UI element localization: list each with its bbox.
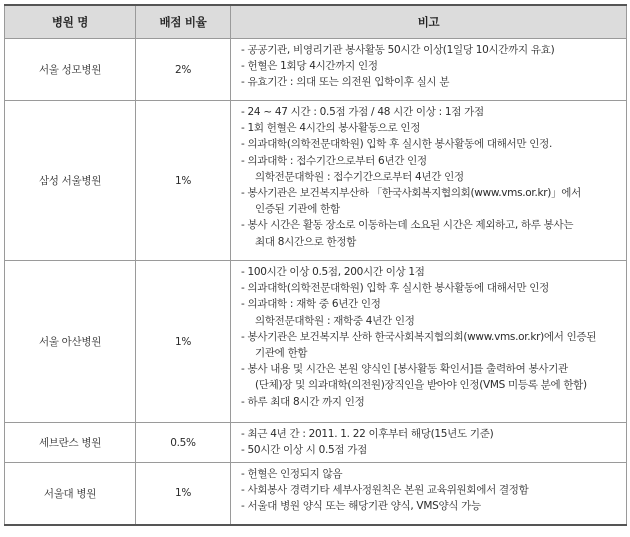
note-line: - 하루 최대 8시간 까지 인정 bbox=[241, 395, 365, 408]
table-row bbox=[5, 463, 627, 525]
note-line: - 의과대학 : 접수기간으로부터 6년간 인정 bbox=[241, 154, 427, 167]
header-note: 비고 bbox=[231, 5, 627, 39]
note-line: 의학전문대학원 : 접수기간으로부터 4년간 인정 bbox=[255, 170, 464, 183]
header-ratio: 배점 비율 bbox=[136, 5, 231, 39]
score-ratio: 0.5% bbox=[136, 423, 231, 463]
note-line: - 사회봉사 경력기타 세부사정원칙은 본원 교육위원회에서 결정함 bbox=[241, 484, 529, 497]
volunteer-score-table bbox=[4, 4, 627, 526]
note-line: - 봉사 내용 및 시간은 본원 양식인 [봉사활동 확인서]를 출력하여 봉사기관 bbox=[241, 363, 568, 376]
hospital-name: 서울 성모병원 bbox=[5, 39, 136, 101]
note-line: - 유효기간 : 의대 또는 의전원 입학이후 실시 분 bbox=[241, 76, 450, 89]
note-line: - 100시간 이상 0.5점, 200시간 이상 1점 bbox=[241, 266, 425, 278]
note-cell bbox=[231, 39, 627, 101]
score-ratio: 2% bbox=[136, 39, 231, 101]
hospital-name: 세브란스 병원 bbox=[5, 423, 136, 463]
hospital-name: 서울대 병원 bbox=[5, 463, 136, 525]
note-line: - 24 ~ 47 시간 : 0.5점 가점 / 48 시간 이상 : 1점 가점 bbox=[241, 106, 484, 118]
table-row bbox=[5, 39, 627, 101]
note-line: 기관에 한함 bbox=[255, 347, 308, 360]
note-line: - 의과대학(의학전문대학원) 입학 후 실시한 봉사활동에 대해서만 인정. bbox=[241, 138, 552, 151]
note-cell bbox=[231, 423, 627, 463]
note-line: - 봉사 시간은 활동 장소로 이동하는데 소요된 시간은 제외하고, 하루 봉사는 bbox=[241, 219, 574, 232]
table-row bbox=[5, 261, 627, 423]
header-hospital: 병원 명 bbox=[5, 5, 136, 39]
note-line: - 의과대학(의학전문대학원) 입학 후 실시한 봉사활동에 대해서만 인정 bbox=[241, 282, 549, 295]
score-ratio: 1% bbox=[136, 463, 231, 525]
note-line: 인증된 기관에 한함 bbox=[255, 203, 340, 216]
note-line: - 봉사기관은 보건복지부산하 「한국사회복지협의회(www.vms.or.kr)」에서 bbox=[241, 187, 581, 200]
table-row bbox=[5, 423, 627, 463]
score-ratio: 1% bbox=[136, 261, 231, 423]
note-line: (단체)장 및 의과대학(의전원)장직인을 받아야 인정(VMS 미등록 분에 한함) bbox=[255, 379, 587, 392]
table-header-row bbox=[5, 5, 627, 39]
hospital-name: 서울 아산병원 bbox=[5, 261, 136, 423]
note-line: - 50시간 이상 시 0.5점 가점 bbox=[241, 444, 367, 457]
note-line: - 1회 헌혈은 4시간의 봉사활동으로 인정 bbox=[241, 122, 421, 135]
table-row bbox=[5, 101, 627, 261]
note-line: - 최근 4년 간 : 2011. 1. 22 이후부터 해당(15년도 기준) bbox=[241, 428, 494, 440]
note-line: 의학전문대학원 : 재학중 4년간 인정 bbox=[255, 314, 415, 327]
note-line: - 봉사기관은 보건복지부 산하 한국사회복지협의회(www.vms.or.kr)에서 인증된 bbox=[241, 330, 597, 343]
note-line: - 서울대 병원 양식 또는 해당기관 양식, VMS양식 가능 bbox=[241, 500, 481, 513]
note-line: - 헌혈은 1회당 4시간까지 인정 bbox=[241, 60, 378, 73]
score-ratio: 1% bbox=[136, 101, 231, 261]
note-cell bbox=[231, 101, 627, 261]
note-cell bbox=[231, 463, 627, 525]
note-line: 최대 8시간으로 한정함 bbox=[255, 235, 357, 248]
note-line: - 의과대학 : 재학 중 6년간 인정 bbox=[241, 298, 381, 311]
note-cell bbox=[231, 261, 627, 423]
hospital-name: 삼성 서울병원 bbox=[5, 101, 136, 261]
note-line: - 헌혈은 인정되지 않음 bbox=[241, 468, 343, 480]
note-line: - 공공기관, 비영리기관 봉사활동 50시간 이상(1일당 10시간까지 유효) bbox=[241, 44, 555, 56]
